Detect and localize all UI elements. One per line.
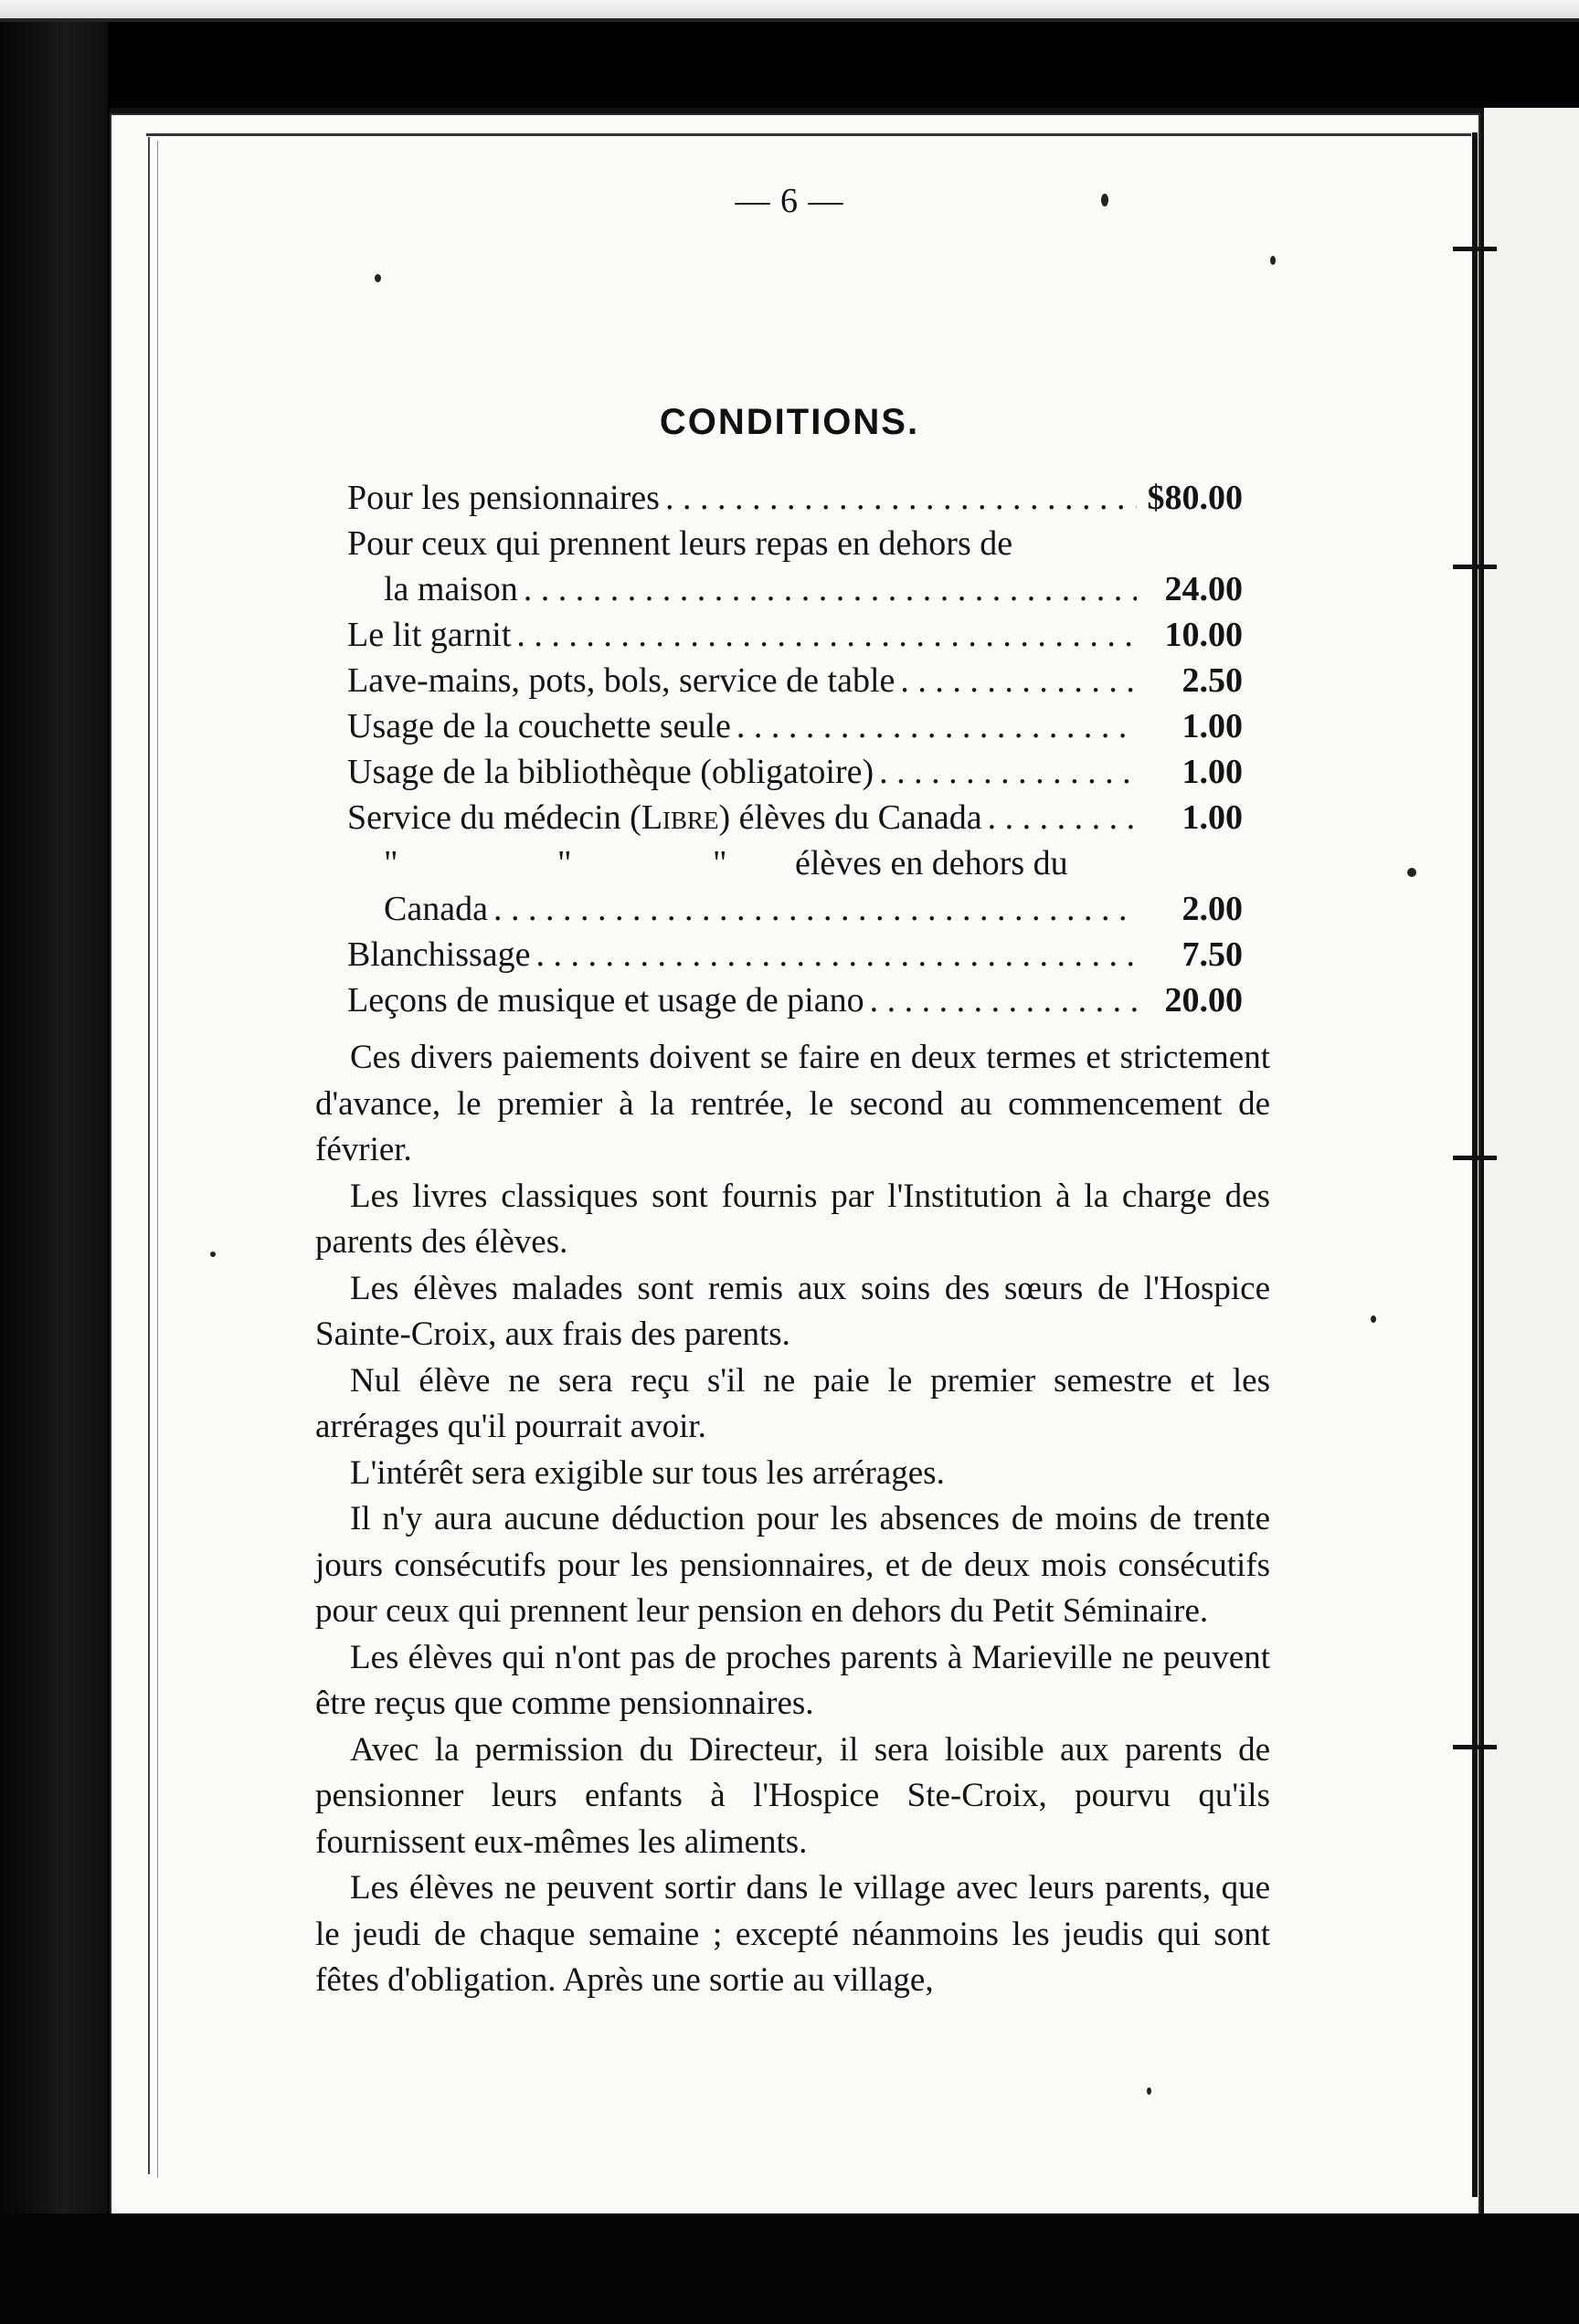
ink-speck: [1371, 1315, 1376, 1323]
paragraph: Les élèves qui n'ont pas de proches parents à Marieville ne peuvent être reçus que comme pensionnaires.: [315, 1638, 1270, 1722]
dot-leader: [536, 932, 1137, 977]
conditions-text: [315, 1035, 1270, 2004]
fee-row-pensionnaires: [347, 475, 1243, 521]
paragraph: Nul élève ne sera reçu s'il ne paie le premier semestre et les arrérages qu'il pourrait avoir.: [315, 1361, 1270, 1445]
fee-label: Service du médecin (Libre) élèves du Canada: [347, 798, 982, 837]
binding-tick: [1453, 1156, 1497, 1160]
section-title: CONDITIONS.: [659, 402, 920, 442]
fee-amount: 1.00: [1182, 707, 1243, 745]
ink-speck: [1101, 194, 1108, 206]
ink-speck: [1270, 256, 1276, 265]
page-frame-top: [146, 133, 1471, 136]
dot-leader: [493, 886, 1137, 932]
fee-row-bibliotheque: [347, 749, 1243, 795]
fee-amount: $80.00: [1147, 479, 1243, 517]
fee-row-lave-mains: [347, 658, 1243, 703]
fee-row-canada: [347, 886, 1243, 932]
ink-speck: [1147, 2087, 1151, 2095]
fee-amount: 20.00: [1164, 981, 1243, 1019]
fee-row-medecin-canada: [347, 795, 1243, 840]
ink-speck: [375, 274, 381, 282]
page-number: — 6 —: [735, 182, 844, 220]
fee-label: Usage de la bibliothèque (obligatoire): [347, 753, 874, 791]
binding-tick: [1453, 1745, 1497, 1749]
paragraph: Les livres classiques sont fournis par l'Institution à la charge des parents des élèves.: [315, 1177, 1270, 1261]
dot-leader: [516, 612, 1137, 658]
fee-row-repas: [347, 521, 1243, 566]
fee-row-musique: [347, 977, 1243, 1023]
fee-label: Le lit garnit: [347, 616, 512, 654]
ink-speck: [1407, 868, 1416, 877]
fee-label: Canada: [384, 890, 488, 928]
scan-bottom-margin: [0, 2213, 1579, 2324]
paragraph: Les élèves malades sont remis aux soins des sœurs de l'Hospice Sainte-Croix, aux frais des parents.: [315, 1269, 1270, 1353]
paragraph: L'intérêt sera exigible sur tous les arrérages.: [350, 1453, 945, 1492]
fee-amount: 7.50: [1182, 935, 1243, 974]
page-frame-left-inner: [157, 141, 158, 2178]
fee-row-medecin-hors-canada: [347, 840, 1243, 886]
fee-label: la maison: [384, 570, 518, 608]
ditto-mark: ": [557, 844, 572, 882]
fee-label: Pour les pensionnaires: [347, 479, 660, 517]
paragraph: Ces divers paiements doivent se faire en deux termes et strictement d'avance, le premier à la rentrée, le second au commencement de février.: [315, 1039, 1270, 1168]
fee-list: [347, 475, 1243, 1023]
dot-leader: [665, 475, 1137, 521]
ditto-mark: ": [384, 844, 398, 882]
fee-amount: 1.00: [1182, 753, 1243, 791]
fee-amount: 2.50: [1182, 661, 1243, 700]
ink-speck: [210, 1252, 216, 1257]
fee-label: Usage de la couchette seule: [347, 707, 731, 745]
fee-label: Leçons de musique et usage de piano: [347, 981, 864, 1019]
scan-top-line: [0, 18, 1579, 22]
fee-label: élèves en dehors du: [795, 844, 1068, 882]
fee-label: Blanchissage: [347, 935, 531, 974]
fee-amount: 24.00: [1164, 570, 1243, 608]
paragraph: Les élèves ne peuvent sortir dans le village avec leurs parents, que le jeudi de chaque semaine ; excepté néanmoins les jeudis qui sont fêtes d'obligation. Après une sortie au village,: [315, 1869, 1270, 1999]
fee-row-lit: [347, 612, 1243, 658]
fee-row-blanchissage: [347, 932, 1243, 977]
fee-label: Pour ceux qui prennent leurs repas en dehors de: [347, 524, 1013, 563]
dot-leader: [900, 658, 1137, 703]
dot-leader: [524, 566, 1137, 612]
dot-leader: [879, 749, 1137, 795]
fee-amount: 10.00: [1164, 616, 1243, 654]
fee-amount: 2.00: [1182, 890, 1243, 928]
dot-leader: [988, 795, 1137, 840]
scan-top-edge: [0, 0, 1579, 20]
fee-row-maison: [347, 566, 1243, 612]
dot-leader: [737, 703, 1137, 749]
paragraph: Avec la permission du Directeur, il sera loisible aux parents de pensionner leurs enfants à l'Hospice Ste-Croix, pourvu qu'ils fournissent eux-mêmes les aliments.: [315, 1730, 1270, 1861]
binding-tick: [1453, 565, 1497, 569]
fee-label: Lave-mains, pots, bols, service de table: [347, 661, 895, 700]
binding-tick: [1453, 247, 1497, 251]
fee-amount: 1.00: [1182, 798, 1243, 837]
fee-row-couchette: [347, 703, 1243, 749]
ditto-mark: ": [713, 844, 727, 882]
paragraph: Il n'y aura aucune déduction pour les absences de moins de trente jours consécutifs pour les pensionnaires, et de deux mois consécutifs pour ceux qui prennent leur pension en dehors du Petit Séminaire.: [315, 1500, 1270, 1630]
dot-leader: [870, 977, 1137, 1023]
scan-left-margin: [0, 22, 108, 2324]
